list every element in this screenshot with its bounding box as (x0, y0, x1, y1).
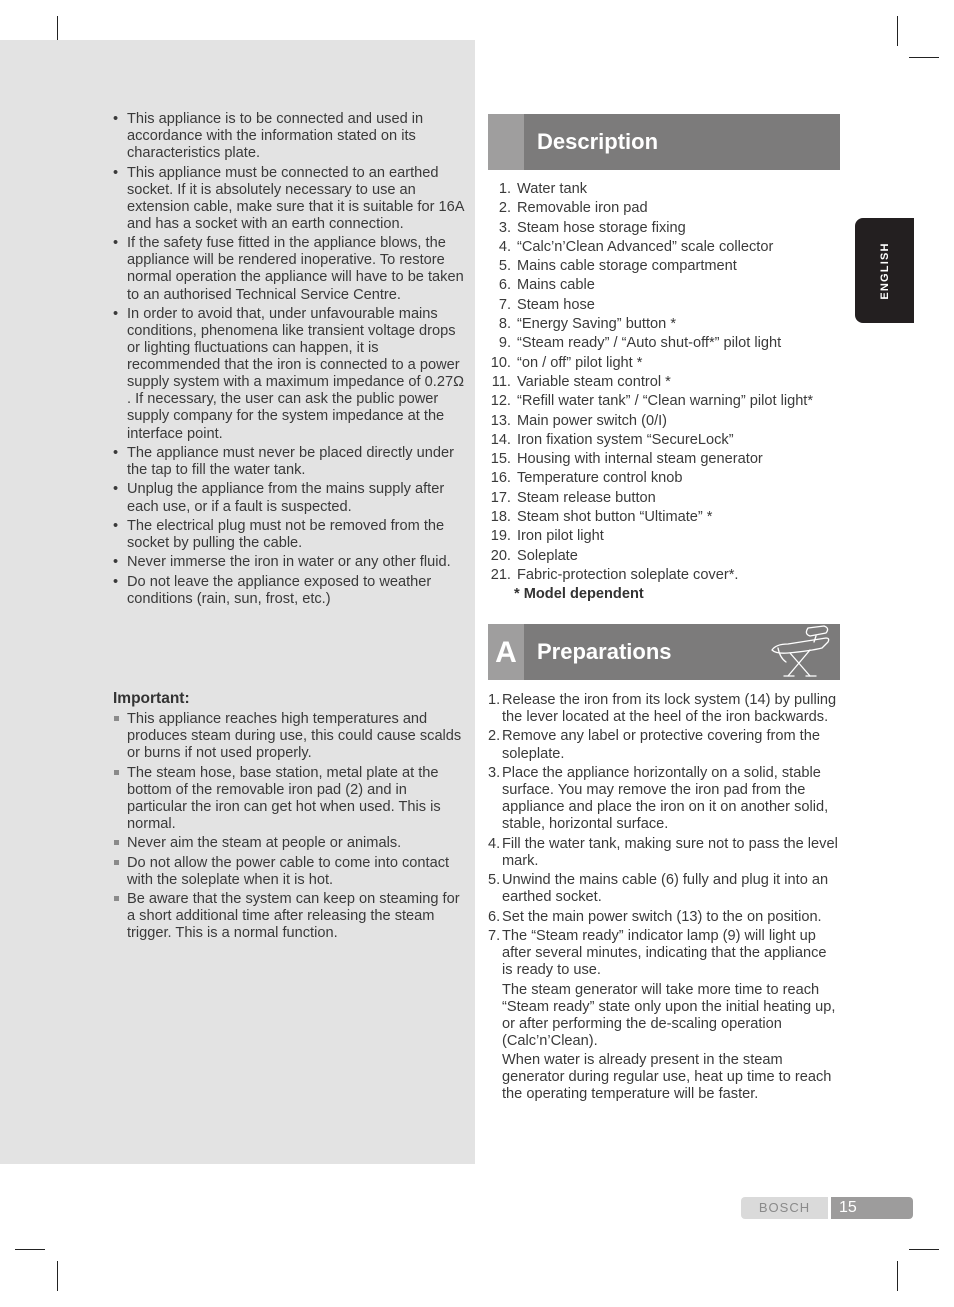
list-item (488, 276, 848, 295)
language-tab (855, 218, 914, 323)
bullet-icon: • (113, 164, 119, 181)
list-item (113, 554, 469, 571)
item-text: “Calc’n’Clean Advanced” scale collector (517, 238, 774, 255)
item-text: Steam hose (517, 296, 595, 313)
item-number: 2. (498, 200, 511, 217)
list-item (488, 566, 848, 585)
item-text: Steam shot button “Ultimate” * (517, 509, 713, 526)
safety-item-text: This appliance is to be connected and used in accordance with the information stated on its characteristics plate. (127, 111, 424, 162)
list-item (488, 219, 848, 238)
list-item (113, 855, 469, 889)
description-title: Description (537, 129, 659, 154)
footer-brand: BOSCH (741, 1197, 828, 1219)
list-item (488, 872, 840, 906)
list-item (113, 711, 469, 762)
item-text: Variable steam control * (517, 373, 671, 390)
list-item (488, 354, 848, 373)
list-item (488, 392, 848, 411)
item-text: Steam hose storage fixing (517, 219, 686, 236)
list-item (488, 489, 848, 508)
item-text: Temperature control knob (517, 470, 683, 487)
item-number: 5. (498, 258, 511, 275)
header-tab (488, 114, 524, 170)
bullet-icon: • (113, 554, 119, 571)
safety-list (113, 111, 469, 610)
square-bullet-icon (114, 840, 119, 845)
crop-mark (909, 57, 939, 58)
item-text: Steam release button (517, 489, 656, 506)
step-number: 2. (488, 728, 501, 745)
list-item (113, 835, 469, 852)
bullet-icon: • (113, 305, 119, 322)
step-text: Place the appliance horizontally on a solid, stable surface. You may remove the iron pad from the appliance and place the iron on it on another solid, stable, horizontal surface. (502, 764, 829, 833)
list-item (488, 836, 840, 870)
description-list (488, 180, 848, 585)
list-item (488, 199, 848, 218)
step-text: Release the iron from its lock system (14) by pulling the lever located at the heel of the iron backwards. (502, 692, 837, 726)
list-item (113, 518, 469, 552)
item-text: “Steam ready” / “Auto shut-off*” pilot light (517, 335, 782, 352)
crop-mark (15, 1249, 45, 1250)
step-text: The “Steam ready” indicator lamp (9) will light up after several minutes, indicating that the appliance is ready to use. (502, 928, 827, 979)
safety-item-text: In order to avoid that, under unfavourable mains conditions, phenomena like transient voltage drops or lighting fluctuations can happen, it is recommended that the iron is connected to a power supply system with a maximum impedance of 0.27Ω . If necessary, the user can ask the public power supply company for the system impedance at the interface point. (127, 305, 464, 442)
list-item (488, 527, 848, 546)
list-item (488, 765, 840, 833)
square-bullet-icon (114, 896, 119, 901)
step-number: 6. (488, 908, 501, 925)
bullet-icon: • (113, 235, 119, 252)
list-item (113, 165, 469, 233)
bullet-icon: • (113, 444, 119, 461)
important-list (113, 711, 469, 945)
description-header (488, 114, 840, 170)
item-number: 8. (498, 316, 511, 333)
language-label: ENGLISH (878, 241, 891, 300)
list-item (488, 469, 848, 488)
list-item (488, 296, 848, 315)
important-item-text: This appliance reaches high temperatures and produces steam during use, this could cause scalds or burns if not used properly. (127, 711, 462, 762)
list-item (488, 547, 848, 566)
safety-item-text: The appliance must never be placed directly under the tap to fill the water tank. (127, 444, 454, 479)
item-text: Housing with internal steam generator (517, 451, 763, 468)
item-text: Soleplate (517, 547, 578, 564)
item-text: Fabric-protection soleplate cover*. (517, 566, 739, 583)
item-number: 18. (490, 509, 511, 526)
list-item (113, 891, 469, 942)
safety-item-text: This appliance must be connected to an earthed socket. If it is absolutely necessary to use an extension cable, make sure that it is suitable for 16A and has a socket with an earth connection. (127, 164, 464, 232)
item-number: 9. (498, 335, 511, 352)
step-number: 3. (488, 764, 501, 781)
step-number: 5. (488, 872, 501, 889)
safety-item-text: Unplug the appliance from the mains supply after each use, or if a fault is suspected. (127, 481, 445, 515)
list-item (488, 238, 848, 257)
item-number: 3. (498, 219, 511, 236)
crop-mark (57, 1261, 58, 1291)
list-item (113, 574, 469, 608)
list-item (488, 508, 848, 527)
list-item (113, 306, 469, 443)
step-text: Remove any label or protective covering from the soleplate. (502, 728, 820, 762)
item-number: 13. (490, 412, 511, 429)
list-item (488, 692, 840, 726)
list-item (488, 315, 848, 334)
item-number: 10. (490, 354, 511, 371)
item-text: Mains cable (517, 277, 595, 294)
bullet-icon: • (113, 481, 119, 498)
safety-item-text: If the safety fuse fitted in the appliance blows, the appliance will be rendered inoperative. To restore normal operation the appliance will have to be taken to an authorised Technical Service Centre. (127, 235, 464, 303)
item-text: Iron fixation system “SecureLock” (517, 431, 734, 448)
list-item (113, 765, 469, 833)
step-text: The steam generator will take more time to reach “Steam ready” state only upon the initial heating up, or after performing the de-scaling operation (Calc’n’Clean). (502, 981, 836, 1049)
important-item-text: Do not allow the power cable to come into contact with the soleplate when it is hot. (127, 854, 450, 888)
bullet-icon: • (113, 111, 119, 127)
square-bullet-icon (114, 770, 119, 775)
list-item (113, 481, 469, 515)
step-text: Set the main power switch (13) to the on position. (502, 908, 822, 925)
bullet-icon: • (113, 573, 119, 590)
item-number: 12. (490, 393, 511, 410)
safety-item-text: The electrical plug must not be removed from the socket by pulling the cable. (127, 517, 445, 552)
list-item (488, 334, 848, 353)
important-item-text: The steam hose, base station, metal plate at the bottom of the removable iron pad (2) and in particular the iron can get hot when used. This is normal. (127, 764, 441, 832)
item-number: 6. (498, 277, 511, 294)
preparations-title: Preparations (537, 639, 672, 664)
list-item (488, 412, 848, 431)
list-item (113, 445, 469, 479)
step-text: Fill the water tank, making sure not to pass the level mark. (502, 835, 838, 869)
item-text: Mains cable storage compartment (517, 258, 737, 275)
list-item (488, 257, 848, 276)
item-text: “Refill water tank” / “Clean warning” pilot light* (517, 393, 814, 410)
list-item (488, 450, 848, 469)
safety-item-text: Do not leave the appliance exposed to weather conditions (rain, sun, frost, etc.) (127, 573, 432, 607)
step-number: 1. (488, 692, 501, 708)
list-item (488, 909, 840, 926)
item-text: “Energy Saving” button * (517, 316, 676, 333)
bullet-icon: • (113, 517, 119, 534)
section-letter: A (495, 636, 517, 669)
step-text: Unwind the mains cable (6) fully and plug it into an earthed socket. (502, 872, 829, 906)
step-number: 7. (488, 928, 501, 944)
item-number: 20. (490, 547, 511, 564)
list-item (488, 373, 848, 392)
item-text: Water tank (517, 181, 588, 197)
item-number: 21. (490, 566, 511, 583)
list-item (113, 235, 469, 303)
step-number: 4. (488, 835, 501, 852)
item-number: 4. (498, 238, 511, 255)
preparations-header (488, 624, 840, 680)
item-number: 17. (490, 489, 511, 506)
important-item-text: Never aim the steam at people or animals. (127, 835, 402, 852)
square-bullet-icon (114, 860, 119, 865)
item-text: Iron pilot light (517, 528, 604, 545)
preparations-list (488, 692, 840, 1106)
crop-mark (897, 16, 898, 46)
step-text: When water is already present in the steam generator during regular use, heat up time to reach the operating temperature will be faster. (502, 1052, 832, 1103)
model-dependent-note: * Model dependent (514, 586, 644, 602)
list-item (488, 180, 848, 199)
list-item (488, 728, 840, 762)
item-number: 19. (490, 528, 511, 545)
page-number: 15 (831, 1197, 913, 1219)
list-item (488, 431, 848, 450)
item-number: 1. (498, 181, 511, 197)
safety-item-text: Never immerse the iron in water or any other fluid. (127, 554, 451, 571)
item-number: 11. (491, 373, 511, 390)
item-text: “on / off” pilot light * (517, 354, 643, 371)
item-text: Removable iron pad (517, 200, 648, 217)
list-item (113, 111, 469, 162)
crop-mark (909, 1249, 939, 1250)
item-number: 16. (490, 470, 511, 487)
item-number: 15. (490, 451, 511, 468)
crop-mark (897, 1261, 898, 1291)
important-item-text: Be aware that the system can keep on steaming for a short additional time after releasing the steam trigger. This is a normal function. (127, 891, 460, 942)
important-heading: Important: (113, 690, 190, 707)
ironing-board-icon (766, 624, 836, 680)
list-item (488, 928, 840, 1104)
square-bullet-icon (114, 716, 119, 721)
item-number: 14. (490, 431, 511, 448)
item-text: Main power switch (0/I) (517, 412, 668, 429)
item-number: 7. (498, 296, 511, 313)
